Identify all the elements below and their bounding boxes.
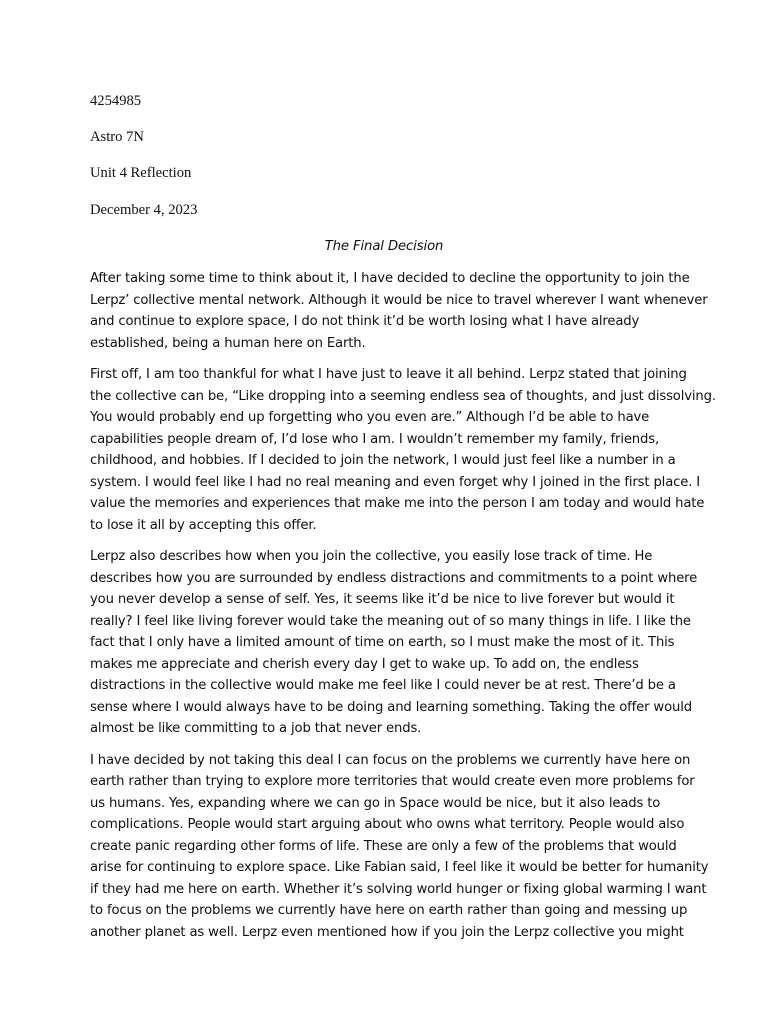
paragraph-line: if they had me here on earth. Whether it’s solving world hunger or fixing global warming I want <box>90 881 707 897</box>
document-date: December 4, 2023 <box>90 202 198 218</box>
paragraph-line: earth rather than trying to explore more territories that would create even more problems for <box>90 774 695 789</box>
paragraph-line: capabilities people dream of, I’d lose who I am. I wouldn’t remember my family, friends, <box>90 431 659 447</box>
paragraph-line: Lerpz’ collective mental network. Although it would be nice to travel wherever I want whenever <box>90 292 708 308</box>
essay-paragraph <box>90 268 708 354</box>
paragraph-line: describes how you are surrounded by endless distractions and commitments to a point where <box>90 570 698 586</box>
student-id: 4254985 <box>90 93 142 109</box>
paragraph-line: system. I would feel like I had no real meaning and even forget why I joined in the first place. I <box>90 474 701 490</box>
paragraph-line: I have decided by not taking this deal I can focus on the problems we currently have here on <box>90 752 691 768</box>
paragraph-line: and continue to explore space, I do not think it’d be worth losing what I have already <box>90 314 640 329</box>
paragraph-line: After taking some time to think about it, I have decided to decline the opportunity to join the <box>90 271 690 286</box>
paragraph-line: us humans. Yes, expanding where we can go in Space would be nice, but it also leads to <box>90 795 661 811</box>
paragraph-line: distractions in the collective would make me feel like I could never be at rest. There’d be a <box>90 678 676 693</box>
paragraph-line: established, being a human here on Earth. <box>90 335 366 351</box>
paragraph-line: create panic regarding other forms of life. These are only a few of the problems that would <box>90 838 677 854</box>
paragraph-line: really? I feel like living forever would take the meaning out of so many things in life. I like the <box>90 613 691 629</box>
paragraph-line: to lose it all by accepting this offer. <box>90 517 317 533</box>
paragraph-line: You would probably end up forgetting who you even are.” Although I’d be able to have <box>90 410 650 425</box>
paragraph-line: Lerpz also describes how when you join the collective, you easily lose track of time. He <box>90 549 653 564</box>
paragraph-line: the collective can be, “Like dropping into a seeming endless sea of thoughts, and just dissolving. <box>90 388 716 404</box>
paragraph-line: First off, I am too thankful for what I have just to leave it all behind. Lerpz stated that joining <box>90 367 687 382</box>
paragraph-line: arise for continuing to explore space. Like Fabian said, I feel like it would be better for humanity <box>90 860 709 875</box>
paragraph-line: childhood, and hobbies. If I decided to join the network, I would just feel like a number in a <box>90 453 676 468</box>
paragraph-line: value the memories and experiences that make me into the person I am today and would hate <box>90 496 705 511</box>
essay-body <box>90 268 716 953</box>
essay-paragraph <box>90 364 716 536</box>
essay-title: The Final Decision <box>324 239 444 254</box>
paragraph-line: complications. People would start arguing about who owns what territory. People would also <box>90 817 685 832</box>
paragraph-line: makes me appreciate and cherish every day I get to wake up. To add on, the endless <box>90 656 639 672</box>
paragraph-line: another planet as well. Lerpz even mentioned how if you join the Lerpz collective you might <box>90 924 684 940</box>
course-name: Astro 7N <box>90 129 144 145</box>
paragraph-line: fact that I only have a limited amount of time on earth, so I must make the most of it. This <box>90 635 675 650</box>
paragraph-line: to focus on the problems we currently have here on earth rather than going and messing up <box>90 903 688 918</box>
paragraph-line: you never develop a sense of self. Yes, it seems like it’d be nice to live forever but would it <box>90 592 675 607</box>
paragraph-line: sense where I would always have to be doing and learning something. Taking the offer would <box>90 699 692 715</box>
assignment-name: Unit 4 Reflection <box>90 165 192 181</box>
paragraph-line: almost be like committing to a job that never ends. <box>90 721 422 736</box>
essay-paragraph <box>90 750 709 944</box>
essay-paragraph <box>90 546 698 740</box>
